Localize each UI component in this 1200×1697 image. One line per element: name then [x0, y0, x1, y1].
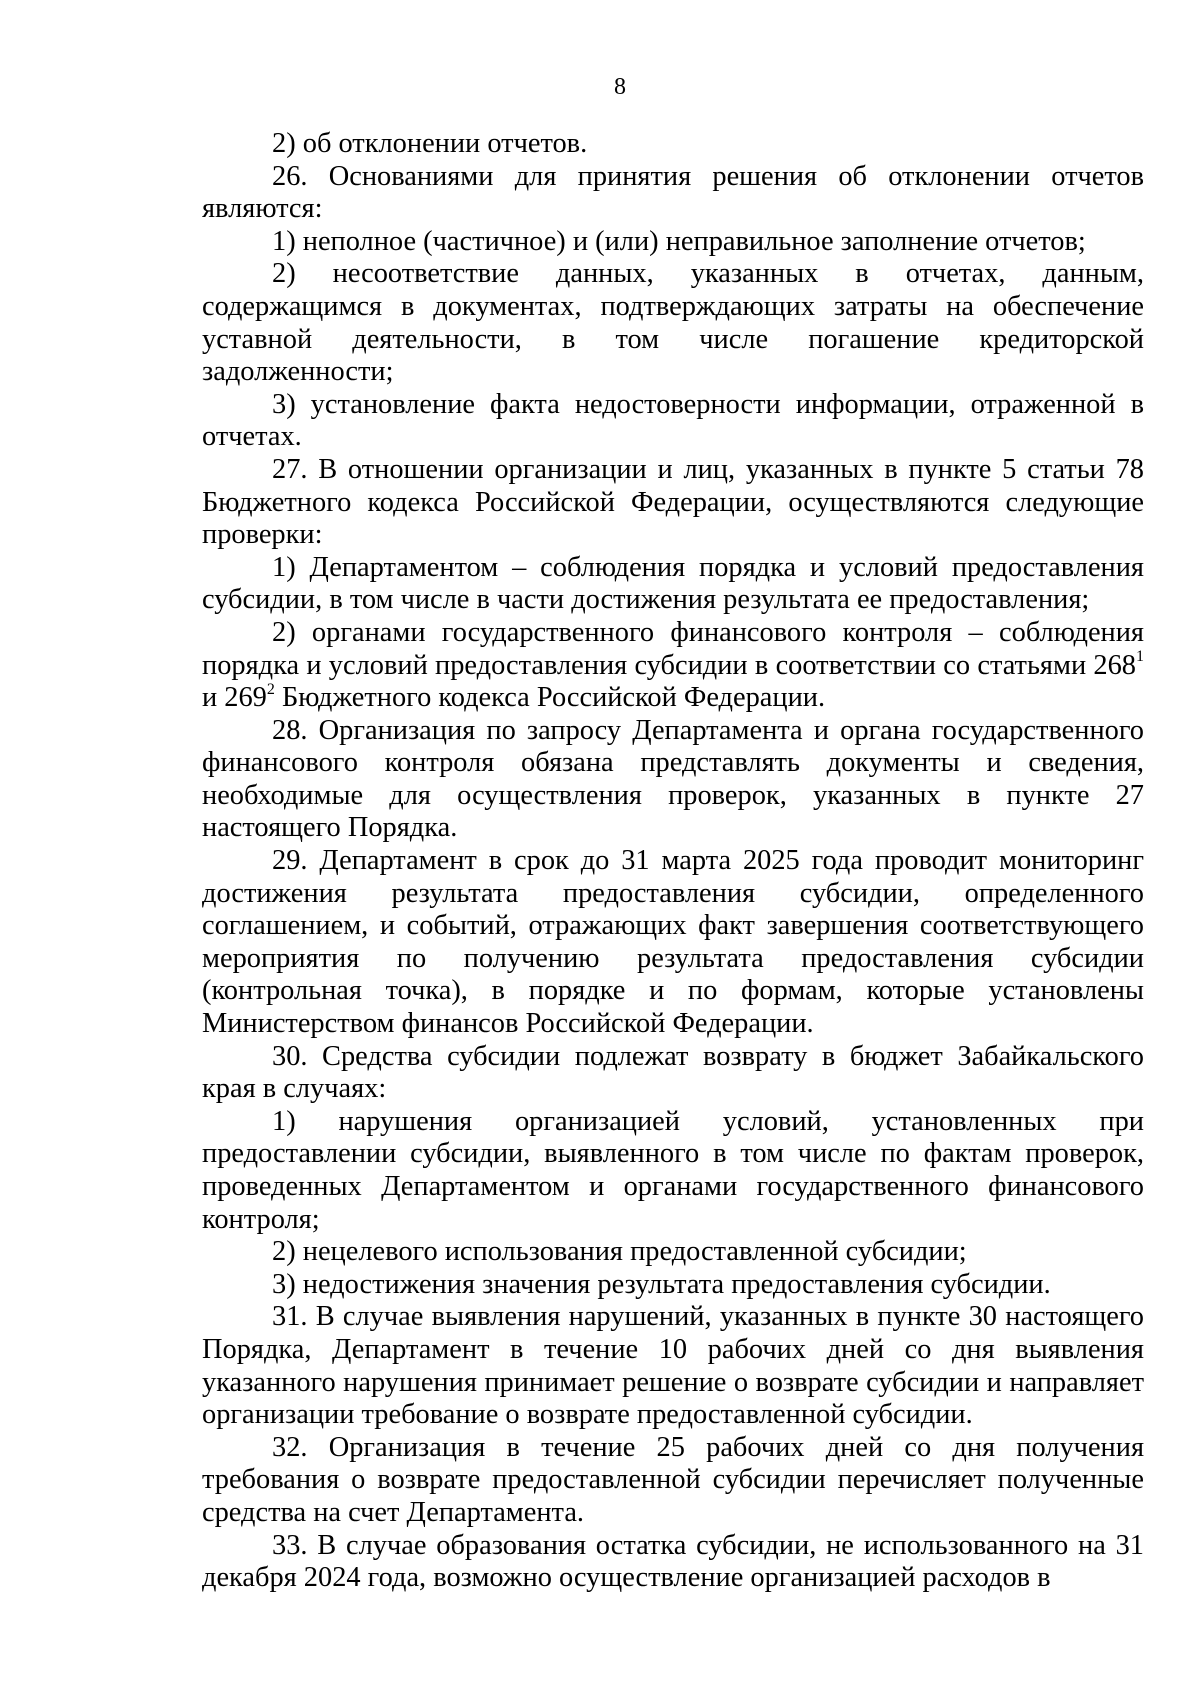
paragraph-30-item-2: 2) нецелевого использования предоставленной субсидии;	[272, 1236, 967, 1268]
page-number: 8	[614, 74, 626, 100]
paragraph-26-item-1: 1) неполное (частичное) и (или) неправильное заполнение отчетов;	[272, 225, 1086, 257]
paragraph-26-item-2: 2) несоответствие данных, указанных в отчетах, данным, содержащимся в документах, подтверждающих затраты на обеспечение уставной деятельности, в том числе погашение кредиторской задолженности;	[202, 258, 1144, 388]
paragraph-30: 30. Средства субсидии подлежат возврату в бюджет Забайкальского края в случаях:	[202, 1040, 1144, 1105]
paragraph-33: 33. В случае образования остатка субсидии, не использованного на 31 декабря 2024 года, возможно осуществление организацией расходов в	[202, 1529, 1144, 1594]
document-body	[202, 128, 1144, 1595]
paragraph-27-item-2-text-a: 2) органами государственного финансового контроля – соблюдения порядка и условий предоставления субсидии в соответствии со статьями 268	[202, 616, 1144, 681]
paragraph-reject-reports: 2) об отклонении отчетов.	[272, 128, 588, 159]
paragraph-32: 32. Организация в течение 25 рабочих дней со дня получения требования о возврате предоставленной субсидии перечисляет полученные средства на счет Департамента.	[202, 1431, 1144, 1528]
paragraph-30-item-3: 3) недостижения значения результата предоставления субсидии.	[272, 1268, 1051, 1300]
paragraph-27-item-2	[202, 617, 1144, 715]
paragraph-27-item-2-text-c: Бюджетного кодекса Российской Федерации.	[274, 682, 826, 714]
paragraph-30-item-1: 1) нарушения организацией условий, установленных при предоставлении субсидии, выявленного в том числе по фактам проверок, проведенных Департаментом и органами государственного финансового контроля;	[202, 1105, 1144, 1235]
paragraph-28: 28. Организация по запросу Департамента и органа государственного финансового контроля обязана представлять документы и сведения, необходимые для осуществления проверок, указанных в пункте 27 настоящего Порядка.	[202, 714, 1144, 844]
paragraph-27-item-2-text-b: и 269	[202, 682, 267, 714]
paragraph-27-item-1: 1) Департаментом – соблюдения порядка и условий предоставления субсидии, в том числе в части достижения результата ее предоставления;	[202, 551, 1144, 616]
paragraph-27: 27. В отношении организации и лиц, указанных в пункте 5 статьи 78 Бюджетного кодекса Российской Федерации, осуществляются следующие проверки:	[202, 453, 1144, 551]
paragraph-29: 29. Департамент в срок до 31 марта 2025 года проводит мониторинг достижения результата предоставления субсидии, определенного соглашением, и событий, отражающих факт завершения соответствующего мероприятия по получению результата предоставления субсидии (контрольная точка), в порядке и по формам, которые установлены Министерством финансов Российской Федерации.	[202, 845, 1144, 1040]
superscript-2: 2	[266, 680, 275, 698]
paragraph-26: 26. Основаниями для принятия решения об отклонении отчетов являются:	[202, 160, 1144, 225]
superscript-1: 1	[1136, 648, 1144, 666]
paragraph-26-item-3: 3) установление факта недостоверности информации, отраженной в отчетах.	[202, 388, 1144, 453]
paragraph-31: 31. В случае выявления нарушений, указанных в пункте 30 настоящего Порядка, Департамент в течение 10 рабочих дней со дня выявления указанного нарушения принимает решение о возврате субсидии и направляет организации требование о возврате предоставленной субсидии.	[202, 1301, 1144, 1431]
